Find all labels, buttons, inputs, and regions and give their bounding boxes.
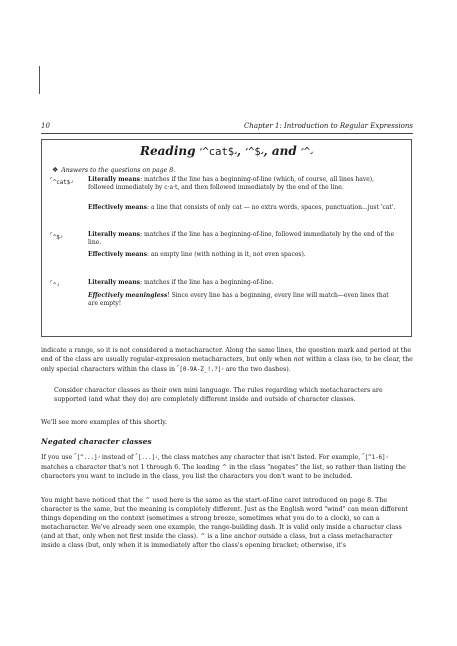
corner-mark-icon: ⌜ (135, 453, 138, 459)
corner-mark-icon: ⌟ (59, 232, 63, 239)
paragraph: You might have noticed that the ^ used here is the same as the start-of-line caret introduced on page 8. The character is the same, but the meaning is completely different. Just as the English word "wind" can mean different things depending on the context (sometimes a strong breeze, sometimes what you do to a clock), so can a metacharacter. We've already seen one example, the range-building dash. It is valid only inside a character class (and at that, only when not first inside the class). ^ is a line anchor outside a class, but a class metacharacter inside a class (but, only when it is immediately after the class's opening bracket; otherwise, it's (41, 497, 408, 549)
answer-box (41, 139, 412, 337)
corner-mark-icon: ⌟ (310, 148, 313, 155)
entry-effective: Effectively meaningless! Since every line has a beginning, every line will match—even lines that are empty! (88, 292, 389, 308)
corner-mark-icon: ⌟ (221, 365, 224, 371)
corner-mark-icon: ⌟ (97, 453, 100, 459)
entry-literal: Literally means: matches if the line has a beginning-of-line, followed immediately by the end of the line. (88, 231, 395, 247)
box-title-sep1: , (236, 144, 246, 158)
margin-bar (39, 66, 40, 94)
corner-mark-icon: ⌜ (74, 453, 77, 459)
entry-effective: Effectively means: an empty line (with nothing in it, not even spaces). (88, 251, 306, 258)
entry-key: ⌜^⌟ (50, 280, 60, 289)
box-subtitle (52, 166, 175, 174)
entry-key: ⌜^cat$⌟ (50, 177, 74, 186)
corner-mark-icon: ⌜ (300, 148, 304, 155)
entry-literal: Literally means: matches if the line has a beginning-of-line. (88, 279, 274, 286)
page-number: 10 (41, 122, 50, 130)
paragraph: If you use ⌜[^...]⌟ instead of ⌜[...]⌟, the class matches any character that isn't listed. For example, ⌜[^1-6]⌟ matches a character that's not 1 through 6. The leading ^ in the class "negates" the list, so rather than listing the characters you want to include in the class, you list the characters you don't want to be included. (41, 453, 406, 480)
corner-mark-icon: ⌟ (234, 148, 237, 155)
box-title (42, 144, 411, 158)
box-title-regex3: ^ (303, 146, 311, 158)
entry-key: ⌜^$⌟ (50, 232, 63, 241)
corner-mark-icon: ⌟ (260, 148, 264, 155)
header-rule (41, 133, 413, 134)
diamond-icon: ❖ (52, 166, 59, 174)
corner-mark-icon: ⌟ (385, 453, 388, 459)
corner-mark-icon: ⌜ (50, 232, 53, 239)
paragraph: indicate a range, so it is not considered a metacharacter. Along the same lines, the question mark and period at the end of the class are usually regular-expression metacharacters, but only when not within a class (so, to be clear, the only special characters within the class in ⌜[0-9A-Z_!.?]⌟ are the two dashes). (41, 347, 413, 373)
corner-mark-icon: ⌜ (50, 177, 53, 184)
corner-mark-icon: ⌜ (50, 280, 53, 287)
box-title-prefix: Reading (140, 144, 200, 158)
corner-mark-icon: ⌟ (155, 453, 158, 459)
highlight-paragraph: Consider character classes as their own mini language. The rules regarding which metacharacters are supported (and what they do) are completely different inside and outside of character classes. (54, 387, 383, 403)
paragraph: We'll see more examples of this shortly. (41, 419, 167, 426)
entry-literal: Literally means: matches if the line has a beginning-of-line (which, of course, all lines have), followed immediately by c·a·t, and then followed immediately by the end of the line. (88, 176, 375, 192)
box-title-regex2: ^$ (248, 146, 261, 158)
corner-mark-icon: ⌜ (362, 453, 365, 459)
corner-mark-icon: ⌜ (199, 148, 203, 155)
box-title-regex1: ^cat$ (202, 146, 235, 158)
corner-mark-icon: ⌟ (56, 280, 60, 287)
box-subtitle-text: Answers to the questions on page 8. (61, 167, 176, 174)
chapter-title: Chapter 1: Introduction to Regular Expressions (243, 122, 413, 130)
corner-mark-icon: ⌜ (177, 365, 180, 371)
corner-mark-icon: ⌜ (245, 148, 249, 155)
box-title-sep2: , and (263, 144, 301, 158)
corner-mark-icon: ⌟ (70, 177, 74, 184)
entry-effective: Effectively means: a line that consists of only cat — no extra words, spaces, punctuation...just 'cat'. (88, 204, 396, 211)
section-heading: Negated character classes (41, 437, 152, 446)
